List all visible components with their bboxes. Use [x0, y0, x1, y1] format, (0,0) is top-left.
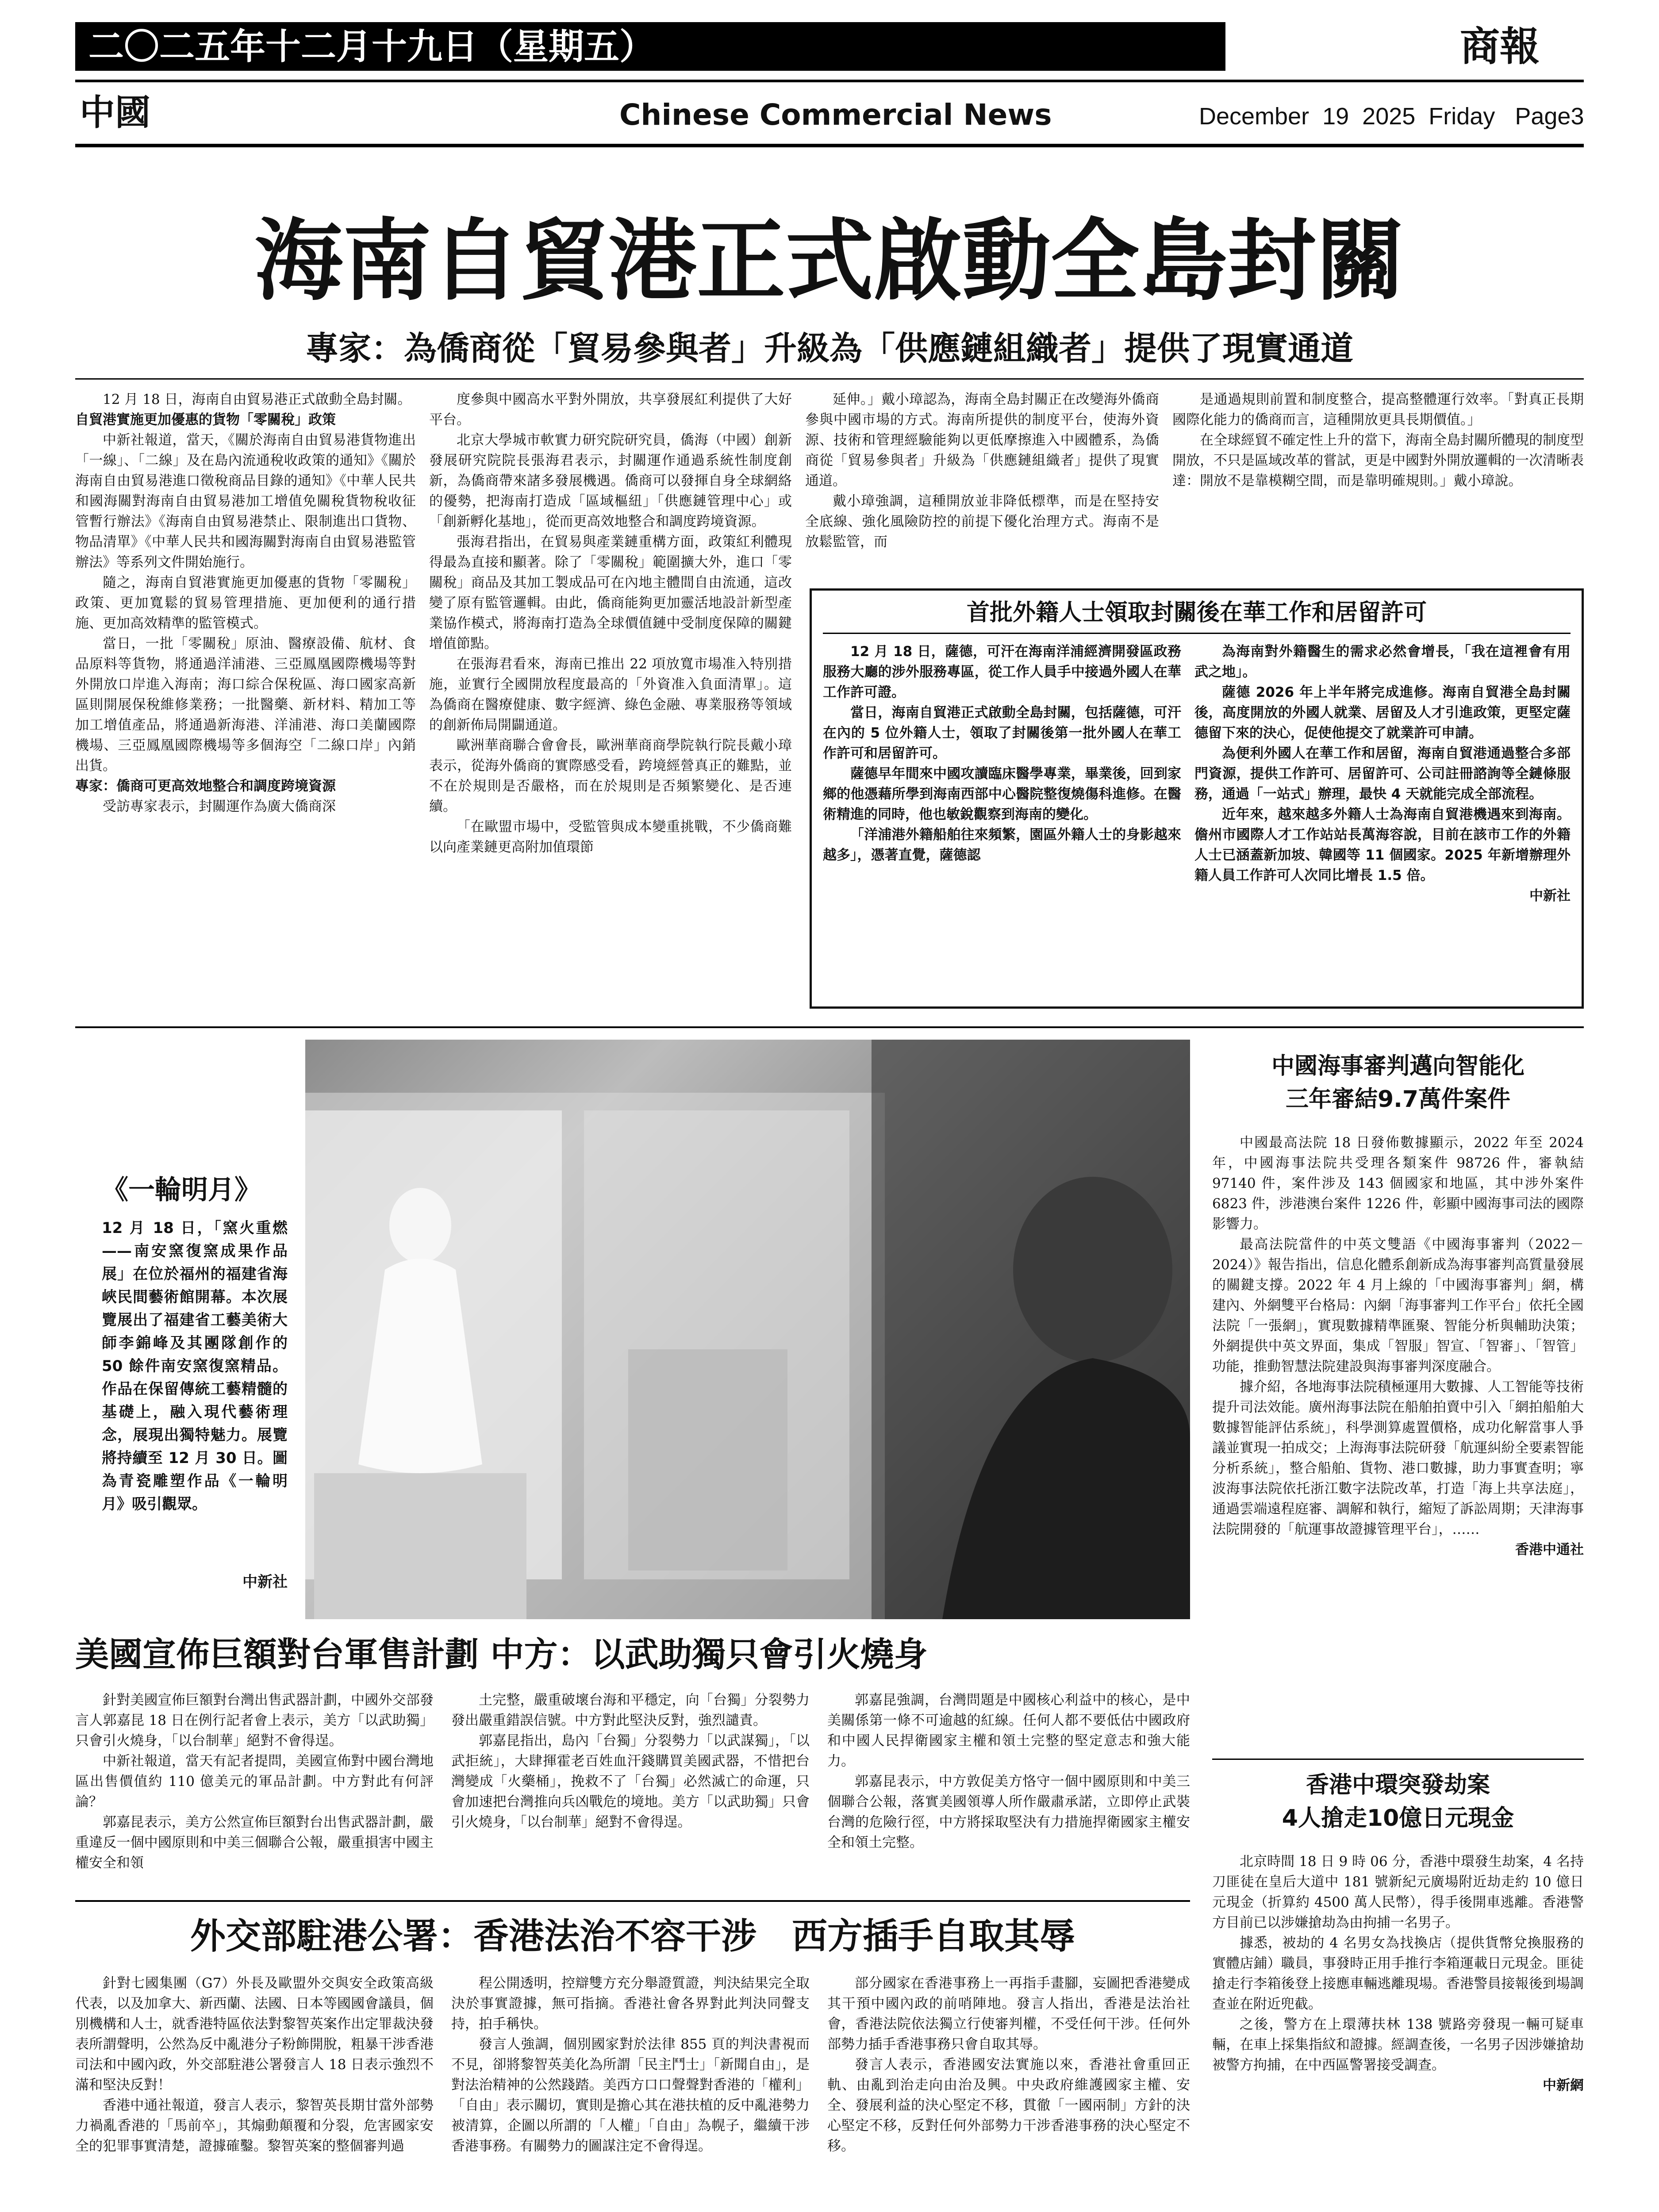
maritime-title-2: 三年審結9.7萬件案件 [1285, 1086, 1511, 1113]
paragraph: 當日，一批「零關稅」原油、醫療設備、航材、食品原料等貨物，將通過洋浦港、三亞鳳凰國際機場等對外開放口岸進入海南；海口綜合保稅區、海口國家高新區則開展保稅維修業務；一批醫藥、新材料、精加工等加工增值產品，將通過新海港、洋浦港、海口美蘭國際機場、三亞鳳凰國際機場等多個海空「二線口岸」內銷出貨。 [75, 636, 416, 774]
paragraph: 北京大學城市軟實力研究院研究員，僑海（中國）創新發展研究院院長張海君表示，封關運作通過系統性制度創新，為僑商帶來諸多發展機遇。僑商可以發揮自身全球網絡的優勢，把海南打造成「區域樞紐」「供應鏈管理中心」或「創新孵化基地」，從而更高效地整合和調度跨境資源。 [429, 432, 792, 530]
masthead [75, 18, 1584, 173]
robbery-body [1212, 1851, 1584, 2212]
photo-title: 《一輪明月》 [102, 1175, 261, 1206]
paragraph: 郭嘉昆強調，台灣問題是中國核心利益中的核心，是中美關係第一條不可逾越的紅線。任何人都不要低估中國政府和中國人民捍衛國家主權和領土完整的堅定意志和強大能力。 [827, 1692, 1190, 1769]
paragraph: 香港中通社報道，發言人表示，黎智英長期甘當外部勢力禍亂香港的「馬前卒」，其煽動顛覆和分裂，危害國家安全的犯罪事實清楚，證據確鑿。黎智英案的整個審判過 [75, 2097, 434, 2154]
work-permit-column-2 [1194, 641, 1571, 995]
paragraph: 當日，海南自貿港正式啟動全島封關，包括薩德，可汗在內的 5 位外籍人士，領取了封關後第一批外國人在華工作許可和居留許可。 [823, 705, 1181, 761]
paragraph: 「在歐盟市場中，受監管與成本變重挑戰，不少僑商難以向產業鏈更高附加值環節 [429, 819, 792, 855]
paragraph: 程公開透明，控辯雙方充分舉證質證，判決結果完全取決於事實證據，無可指摘。香港社會各界對此判決同聲支持，拍手稱快。 [451, 1975, 810, 2032]
lead-subhead: 專家：為僑商從「貿易參與者」升級為「供應鏈組織者」提供了現實通道 [306, 330, 1353, 368]
paragraph: 郭嘉昆表示，中方敦促美方恪守一個中國原則和中美三個聯合公報，落實美國領導人所作嚴肅承諾，立即停止武裝台灣的危險行徑，中方將採取堅決有力措施捍衛國家主權安全和領土完整。 [827, 1774, 1190, 1851]
paragraph: 歐洲華商聯合會會長，歐洲華商商學院執行院長戴小璋表示，從海外僑商的實際感受看，跨境經營真正的難點，並不在於規則是否嚴格，而在於規則是否頻繁變化、是否連續。 [429, 737, 792, 814]
paragraph: 薩德早年間來中國攻讀臨床醫學專業，畢業後，回到家鄉的他憑藉所學到海南西部中心醫院整復燒傷科進修。在醫術精進的同時，他也敏銳觀察到海南的變化。 [823, 766, 1181, 822]
section-divider-1 [75, 1026, 1584, 1028]
paragraph: 最高法院當件的中英文雙語《中國海事審判（2022－2024）》報告指出，信息化體系創新成為海事審判高質量發展的關鍵支撐。2022 年 4 月上線的「中國海事審判」網，構建內、外網雙平台格局：內網「海事審判工作平台」依托全國法院「一張網」，實現數據精準匯聚、智能分析與輔助決策；外網提供中英文界面，集成「智服」智宣、「智審」、「智管」功能，推動智慧法院建設與海事審判深度融合。 [1212, 1237, 1584, 1375]
arms-column-3 [827, 1690, 1190, 1893]
work-permit-column-1 [823, 641, 1181, 995]
arms-column-2 [451, 1690, 810, 1893]
signoff: 中新社 [1529, 888, 1571, 904]
robbery-title-1: 香港中環突發劫案 [1306, 1772, 1490, 1798]
paragraph: 北京時間 18 日 9 時 06 分，香港中環發生劫案，4 名持刀匪徒在皇后大道中 181 號新紀元廣場附近劫走約 10 億日元現金（折算約 4500 萬人民幣），得手後開車逃離。香港警方目前已以涉嫌搶劫為由拘捕一名男子。 [1212, 1854, 1584, 1931]
paragraph: 「洋浦港外籍船舶往來頻繁，園區外籍人士的身影越來越多」，憑著直覺，薩德認 [823, 827, 1181, 863]
paragraph: 隨之，海南自貿港實施更加優惠的貨物「零關稅」政策、更加寬鬆的貿易管理措施、更加便利的通行措施、更加高效精準的監管模式。 [75, 575, 416, 631]
paragraph: 之後，警方在上環薄扶林 138 號路旁發現一輛可疑車輛，在車上採集指紋和證據。經調查後，一名男子因涉嫌搶劫被警方拘捕，在中西區警署接受調查。 [1212, 2016, 1584, 2073]
photo-source: 中新社 [242, 1573, 288, 1591]
arms-headline: 美國宣佈巨額對台軍售計劃 中方：以武助獨只會引火燒身 [75, 1635, 928, 1674]
masthead-rule-bottom [75, 144, 1584, 147]
arms-column-1 [75, 1690, 434, 1893]
paragraph: 部分國家在香港事務上一再指手畫腳，妄圖把香港變成其干預中國內政的前哨陣地。發言人指出，香港是法治社會，香港法院依法獨立行使審判權，不受任何干涉。任何外部勢力插手香港事務只會自取其辱。 [827, 1975, 1190, 2052]
robbery-title-2: 4人搶走10億日元現金 [1282, 1805, 1514, 1832]
paragraph: 延伸。」戴小璋認為，海南全島封關正在改變海外僑商參與中國市場的方式。海南所提供的制度平台，使海外資源、技術和管理經驗能夠以更低摩擦進入中國體系，為僑商從「貿易參與者」升級為「供應鏈組織者」提供了現實通道。 [805, 392, 1159, 489]
paragraph: 為便利外國人在華工作和居留，海南自貿港通過整合多部門資源，提供工作許可、居留許可、公司註冊諮詢等全鏈條服務，通過「一站式」辦理，最快 4 天就能完成全部流程。 [1194, 745, 1571, 802]
section-label: 中國 [80, 92, 150, 133]
paragraph: 土完整，嚴重破壞台海和平穩定，向「台獨」分裂勢力發出嚴重錯誤信號。中方對此堅決反對，強烈譴責。 [451, 1692, 810, 1728]
photo-caption: 12 月 18 日，「窯火重燃——南安窯復窯成果作品展」在位於福州的福建省海峽民間藝術館開幕。本次展覽展出了福建省工藝美術大師李錦峰及其團隊創作的 50 餘件南安窯復窯精品。作品在保留傳統工藝精髓的基礎上，融入現代藝術理念，展現出獨特魅力。展覽將持續至 12 月 30 日。圖為青瓷雕塑作品《一輪明月》吸引觀眾。 [102, 1219, 288, 1513]
lead-subhead-rule [75, 378, 1584, 380]
paragraph: 發言人強調，個別國家對於法律 855 頁的判決書視而不見，卻將黎智英美化為所謂「民主鬥士」「新聞自由」，是對法治精神的公然踐踏。美西方口口聲聲對香港的「權利」「自由」表示關切，實則是擔心其在港扶植的反中亂港勢力被清算，企圖以所謂的「人權」「自由」為幌子，繼續干涉香港事務。有關勢力的圖謀注定不會得逞。 [451, 2036, 810, 2154]
masthead-date-cn: 二〇二五年十二月十九日（星期五） [88, 26, 655, 67]
paper-logo: 商報 [1460, 23, 1540, 70]
signoff: 中新網 [1543, 2078, 1584, 2093]
masthead-rule-top [75, 80, 1584, 82]
paragraph: 是通過規則前置和制度整合，提高整體運行效率。「對真正長期國際化能力的僑商而言，這種開放更具長期價值。」 [1172, 392, 1584, 428]
work-permit-title-rule [823, 633, 1571, 634]
paragraph: 在全球經貿不確定性上升的當下，海南全島封關所體現的制度型開放，不只是區域改革的嘗試，更是中國對外開放邏輯的一次清晰表達：開放不是靠模糊空間，而是靠明確規則。」戴小璋說。 [1172, 432, 1584, 489]
paragraph: 受訪專家表示，封關運作為廣大僑商深 [103, 799, 336, 814]
paragraph: 度參與中國高水平對外開放，共享發展紅利提供了大好平台。 [429, 392, 792, 428]
paragraph: 近年來，越來越多外籍人士為海南自貿港機遇來到海南。儋州市國際人才工作站站長萬海容說，目前在該市工作的外籍人士已涵蓋新加坡、韓國等 11 個國家。2025 年新增辦理外籍人員工作許可人次同比增長 1.5 倍。 [1194, 806, 1571, 883]
subheading: 專家：僑商可更高效地整合和調度跨境資源 [75, 778, 336, 794]
fm-headline: 外交部駐港公署：香港法治不容干涉 西方插手自取其辱 [190, 1916, 1075, 1957]
paragraph: 在張海君看來，海南已推出 22 項放寬市場准入特別措施，並實行全國開放程度最高的「外資准入負面清單」。這為僑商在醫療健康、數字經濟、綠色金融、專業服務等領域的創新佈局開闢通道。 [429, 656, 792, 733]
work-permit-title: 首批外籍人士領取封關後在華工作和居留許可 [966, 599, 1427, 626]
paragraph: 張海君指出，在貿易與產業鏈重構方面，政策紅利體現得最為直接和顯著。除了「零關稅」範圍擴大外，進口「零關稅」商品及其加工製成品可在內地主體間自由流通，這改變了原有監管邏輯。由此，僑商能夠更加靈活地設計新型產業協作模式，將海南打造為全球價值鏈中受制度保障的關鍵增值節點。 [429, 534, 792, 652]
paragraph: 郭嘉昆指出，島內「台獨」分裂勢力「以武謀獨」，「以武拒統」，大肆揮霍老百姓血汗錢購買美國武器，不惜把台灣變成「火藥桶」，挽救不了「台獨」必然滅亡的命運，只會加速把台灣推向兵凶戰危的境地。美方「以武助獨」只會引火燒身，「以台制華」絕對不會得逞。 [451, 1733, 810, 1830]
lead-column-3 [805, 389, 1159, 575]
paragraph: 12 月 18 日，薩德，可汗在海南洋浦經濟開發區政務服務大廳的涉外服務專區，從工作人員手中接過外國人在華工作許可證。 [823, 644, 1181, 700]
paragraph: 12 月 18 日，海南自由貿易港正式啟動全島封關。 [103, 392, 411, 407]
lead-column-1 [75, 389, 416, 1009]
paragraph: 為海南對外籍醫生的需求必然會增長，「我在這裡會有用武之地」。 [1194, 644, 1571, 680]
lead-headline: 海南自貿港正式啟動全島封關 [254, 209, 1405, 313]
fm-column-1 [75, 1973, 434, 2212]
arms-bottom-rule [75, 1900, 1190, 1902]
paragraph: 發言人表示，香港國安法實施以來，香港社會重回正軌、由亂到治走向由治及興。中央政府維護國家主權、安全、發展利益的決心堅定不移，貫徹「一國兩制」方針的決心堅定不移，反對任何外部勢力干涉香港事務的決心堅定不移。 [827, 2057, 1190, 2154]
lead-column-4 [1172, 389, 1584, 575]
fm-column-2 [451, 1973, 810, 2212]
paragraph: 中新社報道，當天，《關於海南自由貿易港貨物進出「一線」、「二線」及在島內流通稅收政策的通知》《關於海南自由貿易港進口徵稅商品目錄的通知》《中華人民共和國海關對海南自由貿易港加工增值免關稅貨物稅收征管暫行辦法》《海南自由貿易港禁止、限制進出口貨物、物品清單》《中華人民共和國海關對海南自由貿易港監管辦法》等系列文件開始施行。 [75, 432, 416, 570]
paragraph: 戴小璋強調，這種開放並非降低標準，而是在堅持安全底線、強化風險防控的前提下優化治理方式。海南不是放鬆監管，而 [805, 493, 1159, 550]
subheading: 自貿港實施更加優惠的貨物「零關稅」政策 [75, 412, 336, 428]
maritime-bottom-rule [1212, 1759, 1584, 1760]
paragraph: 中國最高法院 18 日發佈數據顯示，2022 年至 2024 年，中國海事法院共受理各類案件 98726 件，審執結 97140 件，案件涉及 143 個國家和地區，其中涉外案件 6823 件，涉港澳台案件 1226 件，彰顯中國海事司法的國際影響力。 [1212, 1135, 1584, 1232]
paragraph: 據悉，被劫的 4 名男女為找換店（提供貨幣兌換服務的實體店鋪）職員，事發時正用手推行李箱運載日元現金。匪徒搶走行李箱後登上接應車輛逃離現場。香港警員接報後到場調查並在附近兜截。 [1212, 1935, 1584, 2012]
date-en: December 19 2025 Friday Page3 [1199, 103, 1584, 130]
paragraph: 薩德 2026 年上半年將完成進修。海南自貿港全島封關後，高度開放的外國人就業、居留及人才引進政策，更堅定薩德留下來的決心，促使他提交了就業許可申請。 [1194, 684, 1571, 741]
paper-name-en: Chinese Commercial News [619, 98, 1052, 132]
paragraph: 針對七國集團（G7）外長及歐盟外交與安全政策高級代表，以及加拿大、新西蘭、法國、日本等國國會議員，個別機構和人士，就香港特區依法對黎智英案作出定罪裁決發表所謂聲明，公然為反中亂港分子粉飾開脫，粗暴干涉香港司法和中國內政，外交部駐港公署發言人 18 日表示強烈不滿和堅決反對！ [75, 1975, 434, 2093]
paragraph: 據介紹，各地海事法院積極運用大數據、人工智能等技術提升司法效能。廣州海事法院在船舶拍賣中引入「網拍船舶大數據智能評估系統」，科學測算處置價格，成功化解當事人爭議並實現一拍成交；上海海事法院研發「航運糾紛全要素智能分析系統」，整合船舶、貨物、港口數據，助力事實查明；寧波海事法院依托浙江數字法院改革，打造「海上共享法庭」，通過雲端遠程庭審、調解和執行，縮短了訴訟周期；天津海事法院開發的「航運事故證據管理平台」，…… [1212, 1379, 1584, 1537]
maritime-title-1: 中國海事審判邁向智能化 [1271, 1053, 1525, 1079]
signoff: 香港中通社 [1515, 1542, 1584, 1558]
fm-column-3 [827, 1973, 1190, 2212]
paragraph: 針對美國宣佈巨額對台灣出售武器計劃，中國外交部發言人郭嘉昆 18 日在例行記者會上表示，美方「以武助獨」只會引火燒身，「以台制華」絕對不會得逞。 [75, 1692, 434, 1749]
maritime-body [1212, 1133, 1584, 1752]
photo-caption-panel [75, 1040, 305, 1619]
paragraph: 中新社報道，當天有記者提問，美國宣佈對中國台灣地區出售價值約 110 億美元的軍品計劃。中方對此有何評論？ [75, 1753, 434, 1810]
paragraph: 郭嘉昆表示，美方公然宣佈巨額對台出售武器計劃，嚴重違反一個中國原則和中美三個聯合公報，嚴重損害中國主權安全和領 [75, 1814, 434, 1871]
lead-column-2 [429, 389, 792, 1009]
